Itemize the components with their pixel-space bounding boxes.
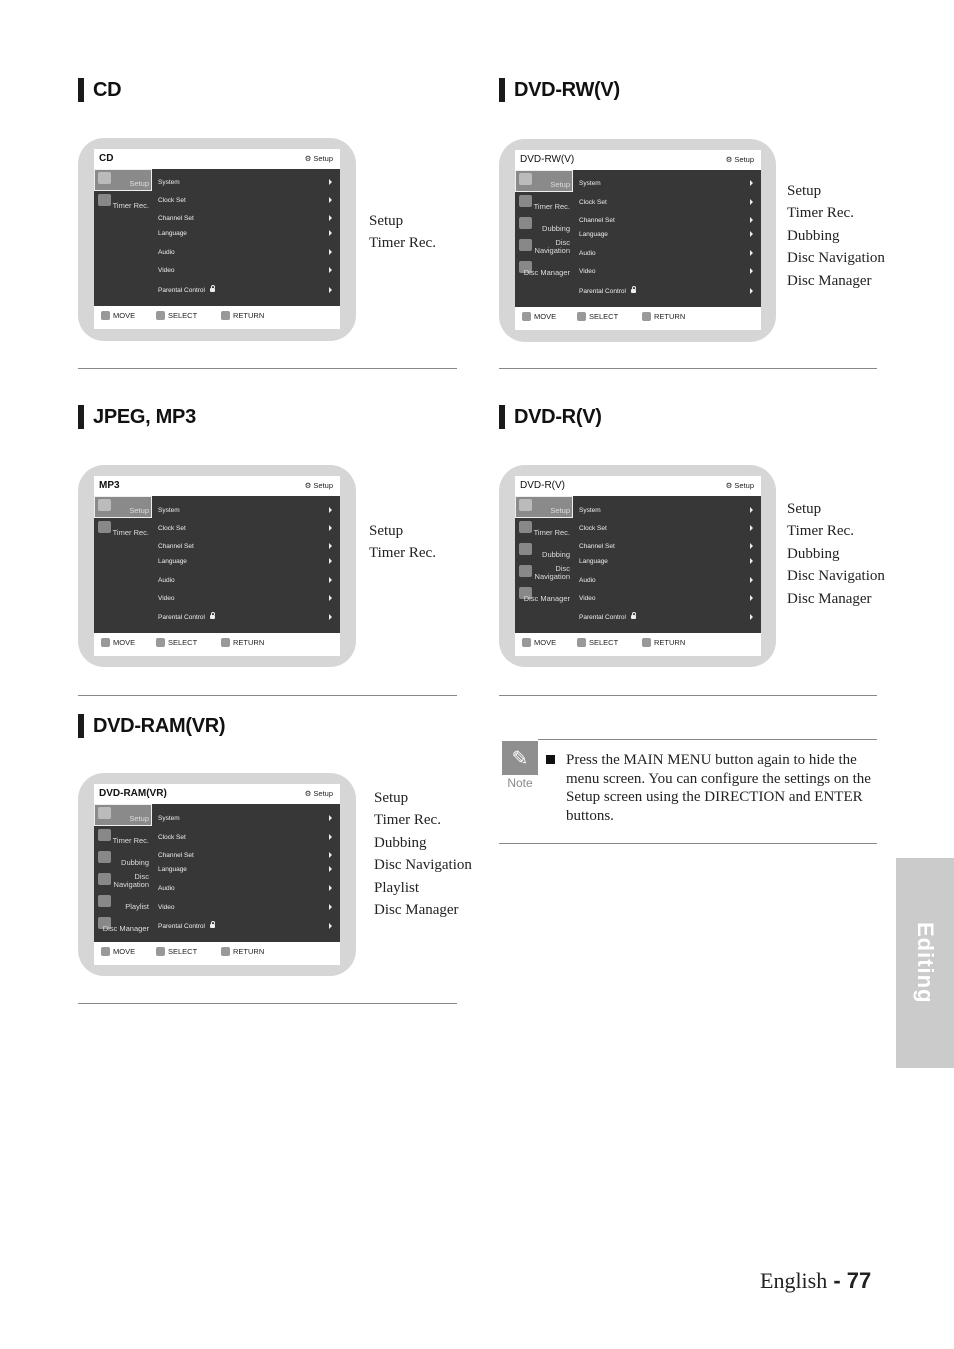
return-hint: RETURN xyxy=(221,311,264,320)
screen-header xyxy=(515,476,761,496)
move-icon xyxy=(101,638,110,647)
screen-setup-label: ⚙ Setup xyxy=(725,155,754,164)
setup-icon xyxy=(519,499,532,511)
section-header-dvd-r xyxy=(499,405,602,429)
menu-item-language[interactable]: Language xyxy=(579,558,761,565)
playlist-icon xyxy=(98,895,111,907)
move-icon xyxy=(522,312,531,321)
arrow-right-icon xyxy=(750,199,753,205)
arrow-right-icon xyxy=(750,180,753,186)
return-icon xyxy=(642,638,651,647)
section-header-cd xyxy=(78,78,121,102)
description-dvd-rw: Setup Timer Rec. Dubbing Disc Navigation Disc Manager xyxy=(787,183,885,289)
section-marker xyxy=(499,78,505,102)
unlock-icon xyxy=(631,615,636,619)
move-hint: MOVE xyxy=(522,638,556,647)
arrow-right-icon xyxy=(329,923,332,929)
menu-item-channel-set[interactable]: Channel Set xyxy=(158,543,340,550)
screen-footer xyxy=(515,633,761,654)
note-text: Press the MAIN MENU button again to hide the menu screen. You can configure the settings on the Setup screen using the DIRECTION and ENTER buttons. xyxy=(566,752,871,824)
arrow-right-icon xyxy=(329,834,332,840)
move-icon xyxy=(522,638,531,647)
tv-screen-dvd-rw xyxy=(499,139,776,342)
select-icon xyxy=(577,638,586,647)
menu-item-audio[interactable]: Audio xyxy=(579,577,761,584)
return-icon xyxy=(221,638,230,647)
page-separator: - xyxy=(827,1268,847,1293)
lock-icon xyxy=(210,288,215,292)
menu-item-channel-set[interactable]: Channel Set xyxy=(579,217,761,224)
arrow-right-icon xyxy=(750,217,753,223)
menu-item-language[interactable]: Language xyxy=(579,231,761,238)
section-title-jpeg-mp3: JPEG, MP3 xyxy=(93,405,196,428)
icon-disc-manager[interactable]: Disc Manager xyxy=(94,914,152,936)
menu-item-clock-set[interactable]: Clock Set xyxy=(158,834,340,841)
dubbing-icon xyxy=(519,217,532,229)
menu-item-clock-set[interactable]: Clock Set xyxy=(579,525,761,532)
select-hint: SELECT xyxy=(156,638,197,647)
menu-item-parental-control[interactable]: Parental Control xyxy=(579,288,761,295)
setup-icon xyxy=(98,172,111,184)
section-title-dvd-ram: DVD-RAM(VR) xyxy=(93,714,226,737)
unlock-icon xyxy=(210,615,215,619)
select-hint: SELECT xyxy=(577,312,618,321)
arrow-right-icon xyxy=(329,577,332,583)
select-icon xyxy=(577,312,586,321)
icon-setup[interactable]: Setup xyxy=(515,170,573,192)
divider xyxy=(499,368,877,369)
note-bullet xyxy=(546,755,555,764)
timer-rec-icon xyxy=(98,829,111,841)
timer-rec-icon xyxy=(98,194,111,206)
arrow-right-icon xyxy=(329,815,332,821)
menu-screen-dvd-ram xyxy=(94,784,340,965)
select-hint: SELECT xyxy=(156,311,197,320)
return-hint: RETURN xyxy=(221,638,264,647)
arrow-right-icon xyxy=(750,595,753,601)
section-header-dvd-rw xyxy=(499,78,620,102)
menu-screen-dvd-r xyxy=(515,476,761,656)
section-title-dvd-r: DVD-R(V) xyxy=(514,405,602,428)
menu-item-clock-set[interactable]: Clock Set xyxy=(158,525,340,532)
timer-rec-icon xyxy=(519,521,532,533)
screen-title: DVD-RAM(VR) xyxy=(99,788,167,799)
return-icon xyxy=(221,947,230,956)
arrow-right-icon xyxy=(329,267,332,273)
timer-rec-icon xyxy=(519,195,532,207)
select-icon xyxy=(156,638,165,647)
select-icon xyxy=(156,947,165,956)
menu-item-channel-set[interactable]: Channel Set xyxy=(158,215,340,222)
divider xyxy=(499,695,877,696)
screen-body xyxy=(94,496,340,633)
description-cd: Setup Timer Rec. xyxy=(369,213,436,252)
menu-item-audio[interactable]: Audio xyxy=(158,885,340,892)
note-top-rule xyxy=(538,739,877,740)
menu-item-video[interactable]: Video xyxy=(158,595,340,602)
section-header-jpeg-mp3 xyxy=(78,405,196,429)
return-hint: RETURN xyxy=(642,312,685,321)
arrow-right-icon xyxy=(329,525,332,531)
select-hint: SELECT xyxy=(156,947,197,956)
arrow-right-icon xyxy=(750,288,753,294)
menu-item-audio[interactable]: Audio xyxy=(158,577,340,584)
section-marker xyxy=(499,405,505,429)
menu-item-channel-set[interactable]: Channel Set xyxy=(579,543,761,550)
page-language: English xyxy=(760,1268,828,1293)
section-marker xyxy=(78,78,84,102)
menu-screen-dvd-rw xyxy=(515,150,761,330)
menu-item-system[interactable]: System xyxy=(158,507,340,514)
menu-item-parental-control[interactable]: Parental Control xyxy=(158,614,340,621)
arrow-right-icon xyxy=(750,577,753,583)
screen-setup-label: ⚙ Setup xyxy=(304,789,333,798)
screen-footer xyxy=(515,307,761,328)
arrow-right-icon xyxy=(329,287,332,293)
menu-item-parental-control[interactable]: Parental Control xyxy=(158,923,340,930)
screen-header xyxy=(94,784,340,804)
screen-footer xyxy=(94,633,340,654)
arrow-right-icon xyxy=(329,230,332,236)
dubbing-icon xyxy=(98,851,111,863)
tv-screen-dvd-r xyxy=(499,465,776,667)
return-hint: RETURN xyxy=(642,638,685,647)
icon-timer-rec[interactable]: Timer Rec. xyxy=(515,518,573,540)
arrow-right-icon xyxy=(750,250,753,256)
divider xyxy=(78,1003,457,1004)
screen-header xyxy=(94,149,340,169)
icon-setup[interactable]: Setup xyxy=(94,804,152,826)
screen-footer xyxy=(94,306,340,327)
return-icon xyxy=(642,312,651,321)
screen-header xyxy=(94,476,340,496)
section-marker xyxy=(78,714,84,738)
menu-item-audio[interactable]: Audio xyxy=(579,250,761,257)
screen-title: DVD-R(V) xyxy=(520,480,565,491)
icon-timer-rec[interactable]: Timer Rec. xyxy=(94,191,152,213)
screen-title: CD xyxy=(99,153,114,164)
select-hint: SELECT xyxy=(577,638,618,647)
icon-disc-navigation[interactable]: Disc Navigation xyxy=(515,562,573,584)
menu-screen-cd xyxy=(94,149,340,329)
icon-disc-navigation[interactable]: Disc Navigation xyxy=(515,236,573,258)
arrow-right-icon xyxy=(329,595,332,601)
arrow-right-icon xyxy=(329,614,332,620)
screen-setup-label: ⚙ Setup xyxy=(725,481,754,490)
arrow-right-icon xyxy=(329,197,332,203)
note-label: Note xyxy=(507,776,533,790)
icon-disc-navigation[interactable]: Disc Navigation xyxy=(94,870,152,892)
menu-item-video[interactable]: Video xyxy=(158,904,340,911)
move-hint: MOVE xyxy=(522,312,556,321)
note-pencil-icon: ✎ xyxy=(502,741,538,775)
side-tab-editing xyxy=(896,858,954,1068)
icon-disc-manager[interactable]: Disc Manager xyxy=(515,258,573,280)
icon-timer-rec[interactable]: Timer Rec. xyxy=(515,192,573,214)
move-hint: MOVE xyxy=(101,638,135,647)
screen-footer xyxy=(94,942,340,963)
arrow-right-icon xyxy=(329,249,332,255)
divider xyxy=(78,368,457,369)
menu-item-video[interactable]: Video xyxy=(579,268,761,275)
arrow-right-icon xyxy=(329,507,332,513)
setup-icon xyxy=(98,807,111,819)
arrow-right-icon xyxy=(329,215,332,221)
setup-icon xyxy=(98,499,111,511)
menu-item-language[interactable]: Language xyxy=(158,230,340,237)
screen-body xyxy=(94,169,340,306)
menu-item-clock-set[interactable]: Clock Set xyxy=(158,197,340,204)
arrow-right-icon xyxy=(329,866,332,872)
description-jpeg-mp3: Setup Timer Rec. xyxy=(369,523,436,562)
arrow-right-icon xyxy=(750,543,753,549)
move-hint: MOVE xyxy=(101,311,135,320)
screen-header xyxy=(515,150,761,170)
arrow-right-icon xyxy=(329,885,332,891)
icon-setup[interactable]: Setup xyxy=(94,169,152,191)
arrow-right-icon xyxy=(329,179,332,185)
description-dvd-r: Setup Timer Rec. Dubbing Disc Navigation Disc Manager xyxy=(787,501,885,607)
icon-timer-rec[interactable]: Timer Rec. xyxy=(94,826,152,848)
screen-body xyxy=(515,170,761,307)
move-hint: MOVE xyxy=(101,947,135,956)
arrow-right-icon xyxy=(750,507,753,513)
timer-rec-icon xyxy=(98,521,111,533)
icon-column xyxy=(94,804,152,936)
icon-dubbing[interactable]: Dubbing xyxy=(515,214,573,236)
arrow-right-icon xyxy=(750,614,753,620)
icon-disc-manager[interactable]: Disc Manager xyxy=(515,584,573,606)
arrow-right-icon xyxy=(329,904,332,910)
menu-item-parental-control[interactable]: Parental Control xyxy=(579,614,761,621)
icon-column xyxy=(94,169,152,213)
icon-setup[interactable]: Setup xyxy=(94,496,152,518)
screen-body xyxy=(94,804,340,942)
arrow-right-icon xyxy=(329,543,332,549)
menu-item-clock-set[interactable]: Clock Set xyxy=(579,199,761,206)
tv-screen-cd xyxy=(78,138,356,341)
arrow-right-icon xyxy=(750,231,753,237)
move-icon xyxy=(101,947,110,956)
page-number-value: 77 xyxy=(846,1268,872,1293)
menu-item-video[interactable]: Video xyxy=(579,595,761,602)
unlock-icon xyxy=(631,289,636,293)
icon-dubbing[interactable]: Dubbing xyxy=(515,540,573,562)
arrow-right-icon xyxy=(750,268,753,274)
icon-dubbing[interactable]: Dubbing xyxy=(94,848,152,870)
menu-item-system[interactable]: System xyxy=(158,815,340,822)
screen-body xyxy=(515,496,761,633)
section-header-dvd-ram xyxy=(78,714,225,738)
menu-item-video[interactable]: Video xyxy=(158,267,340,274)
menu-item-system[interactable]: System xyxy=(158,179,340,186)
screen-title: MP3 xyxy=(99,480,120,491)
menu-screen-jpeg-mp3 xyxy=(94,476,340,656)
icon-setup[interactable]: Setup xyxy=(515,496,573,518)
icon-column xyxy=(94,496,152,540)
side-tab-label: Editing xyxy=(913,922,938,1004)
screen-setup-label: ⚙ Setup xyxy=(304,481,333,490)
screen-title: DVD-RW(V) xyxy=(520,154,575,165)
menu-item-channel-set[interactable]: Channel Set xyxy=(158,852,340,859)
return-icon xyxy=(221,311,230,320)
icon-playlist[interactable]: Playlist xyxy=(94,892,152,914)
select-icon xyxy=(156,311,165,320)
menu-item-audio[interactable]: Audio xyxy=(158,249,340,256)
tv-screen-jpeg-mp3 xyxy=(78,465,356,667)
setup-icon xyxy=(519,173,532,185)
note-bottom-rule xyxy=(499,843,877,844)
arrow-right-icon xyxy=(750,525,753,531)
lock-icon xyxy=(210,924,215,928)
icon-column xyxy=(515,496,573,606)
dubbing-icon xyxy=(519,543,532,555)
arrow-right-icon xyxy=(329,558,332,564)
tv-screen-dvd-ram xyxy=(78,773,356,976)
page-number xyxy=(760,1268,871,1294)
icon-timer-rec[interactable]: Timer Rec. xyxy=(94,518,152,540)
menu-item-parental-control[interactable]: Parental Control xyxy=(158,287,340,294)
section-marker xyxy=(78,405,84,429)
arrow-right-icon xyxy=(329,852,332,858)
move-icon xyxy=(101,311,110,320)
screen-setup-label: ⚙ Setup xyxy=(304,154,333,163)
description-dvd-ram: Setup Timer Rec. Dubbing Disc Navigation Playlist Disc Manager xyxy=(374,790,472,919)
menu-item-system[interactable]: System xyxy=(579,180,761,187)
menu-item-language[interactable]: Language xyxy=(158,866,340,873)
icon-column xyxy=(515,170,573,280)
arrow-right-icon xyxy=(750,558,753,564)
menu-item-system[interactable]: System xyxy=(579,507,761,514)
divider xyxy=(78,695,457,696)
section-title-dvd-rw: DVD-RW(V) xyxy=(514,78,620,101)
section-title-cd: CD xyxy=(93,78,122,101)
menu-item-language[interactable]: Language xyxy=(158,558,340,565)
return-hint: RETURN xyxy=(221,947,264,956)
